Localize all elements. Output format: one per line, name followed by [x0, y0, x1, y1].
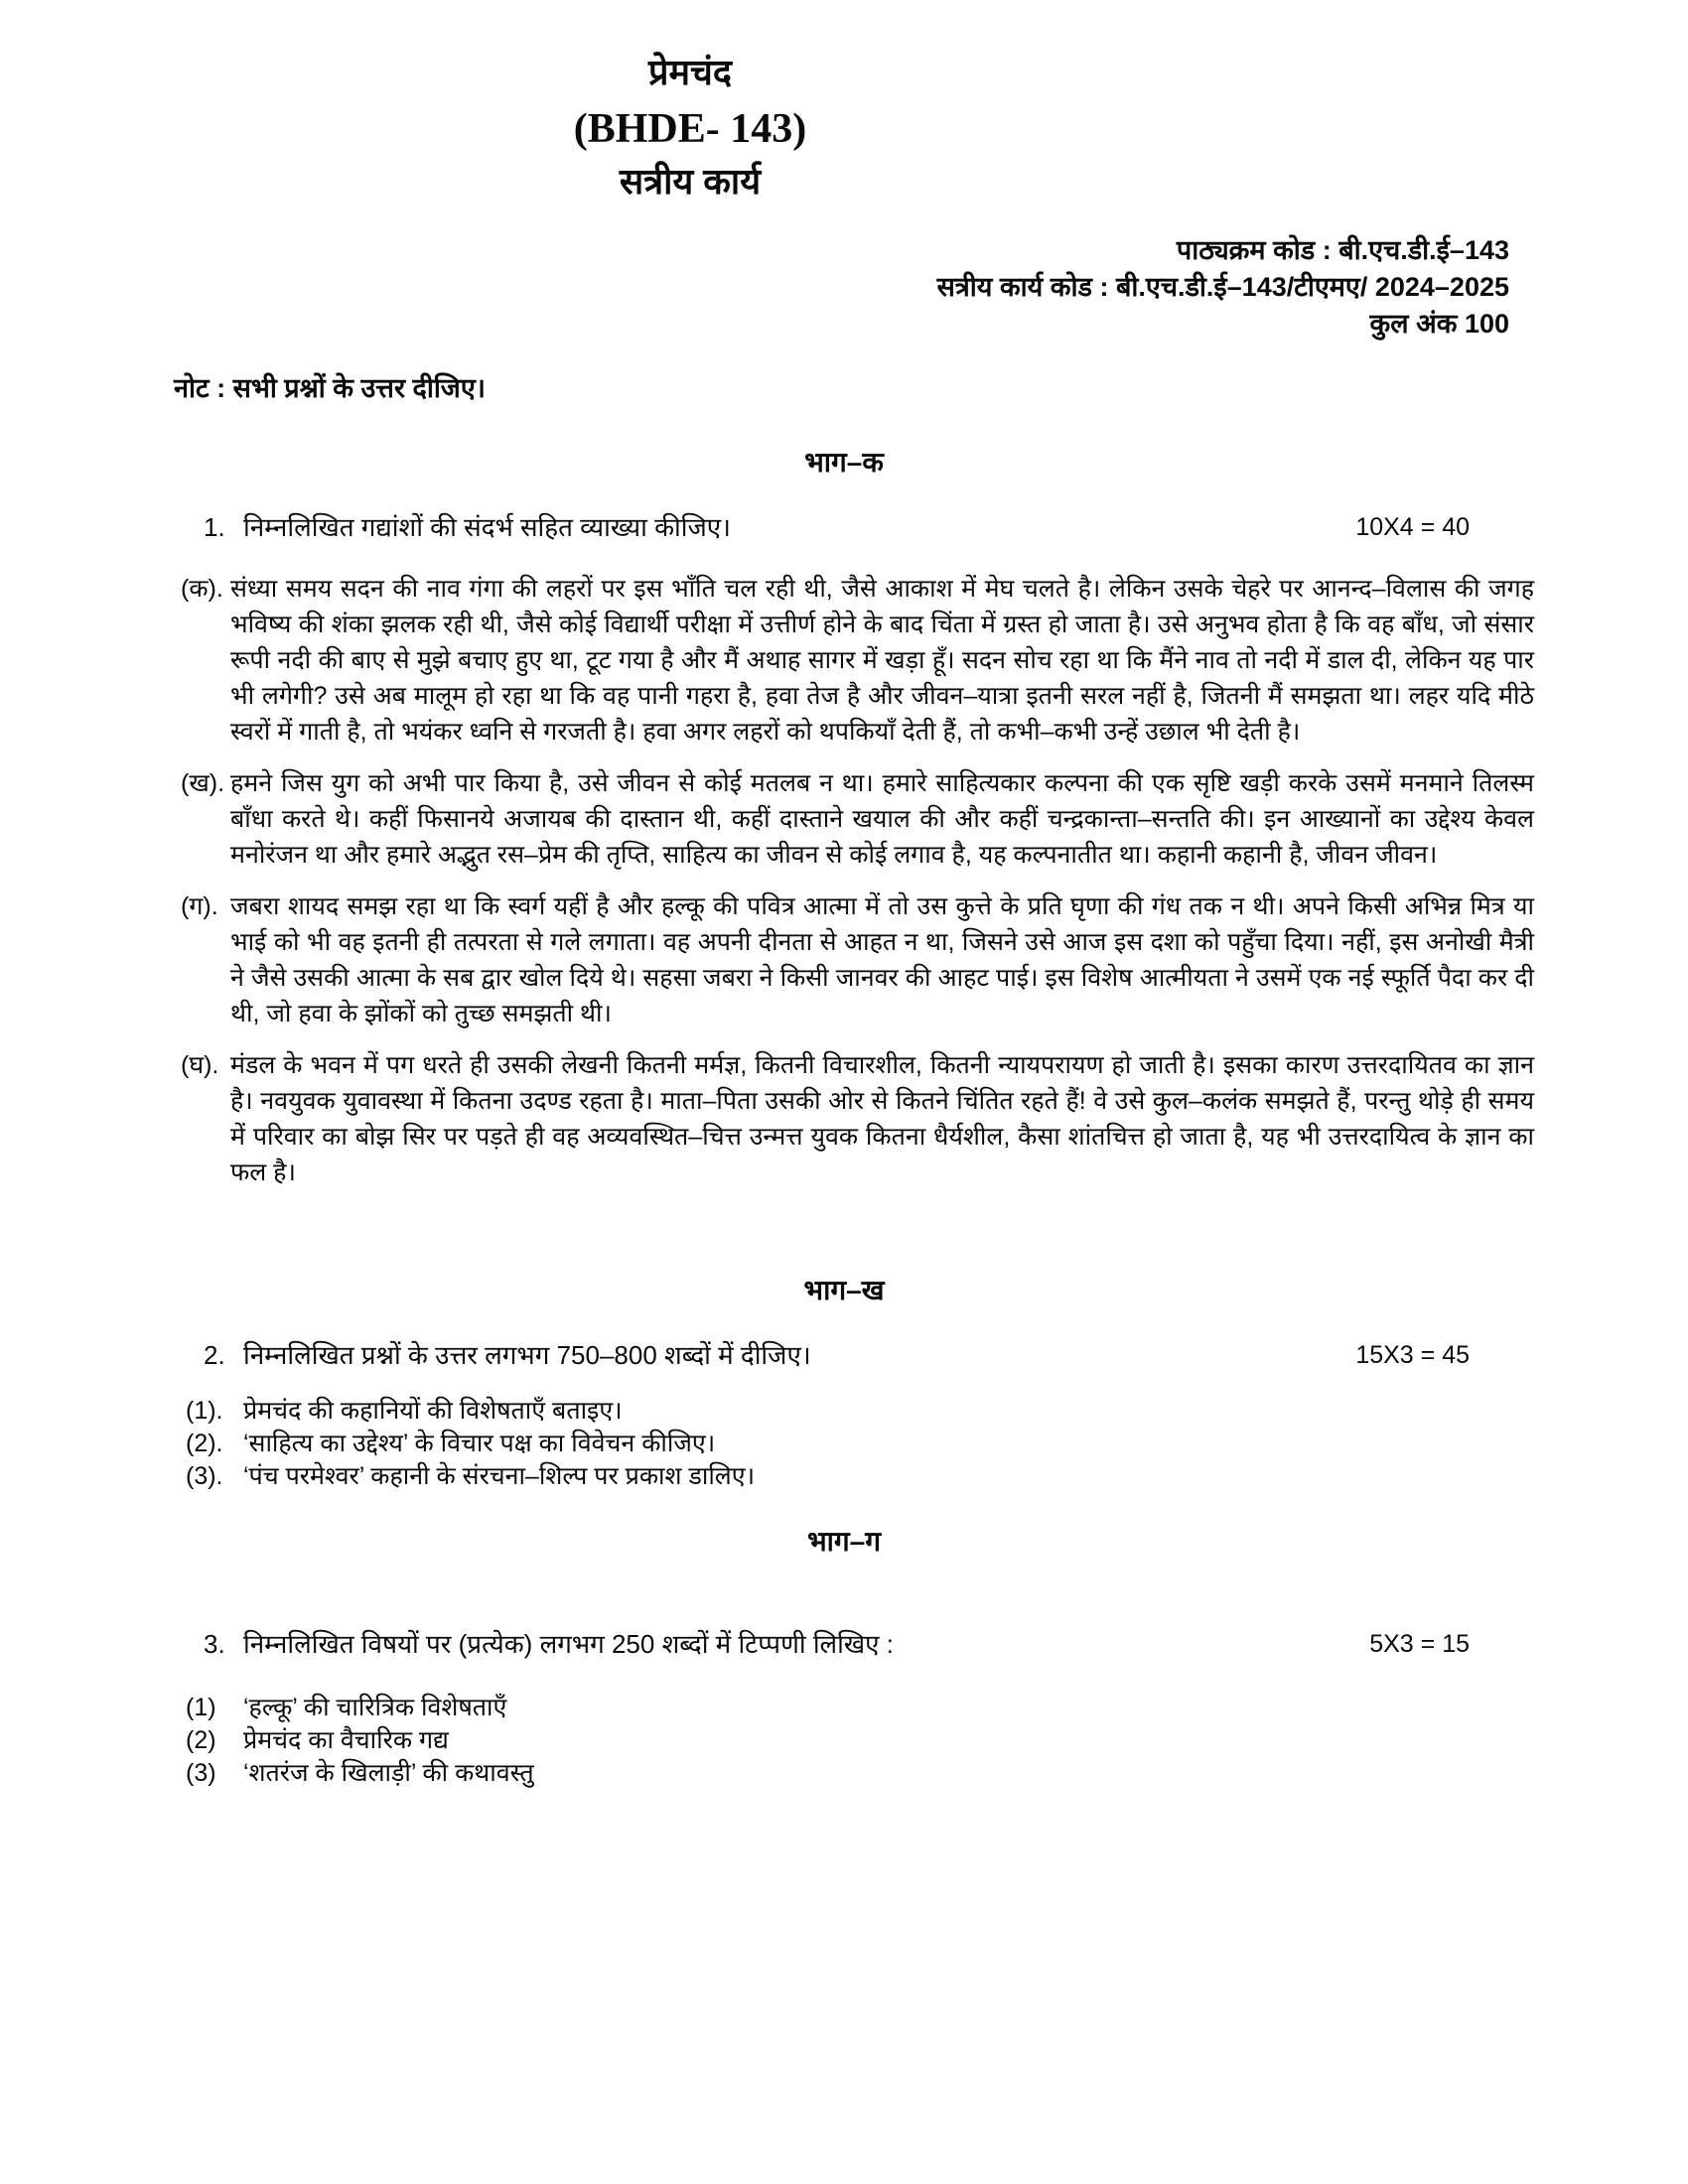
total-marks-line: कुल अंक 100: [1369, 309, 1509, 339]
passage-ka: [181, 571, 1534, 750]
assignment-code-line: सत्रीय कार्य कोड : बी.एच.डी.ई–143/टीएमए/ 2024–2025: [936, 272, 1509, 302]
title-block: [0, 0, 1380, 205]
q2-item-3-text: ‘पंच परमेश्वर’ कहानी के संरचना–शिल्प पर प्रकाश डालिए।: [243, 1462, 756, 1490]
header-right-block: [0, 232, 1688, 342]
section-heading-part-c: भाग–ग: [806, 1526, 882, 1557]
q2-item-1-label: (1).: [186, 1397, 223, 1425]
assignment-title: सत्रीय कार्य: [619, 161, 762, 202]
q3-item-1-text: ‘हल्कू’ की चारित्रिक विशेषताएँ: [243, 1694, 507, 1721]
q3-item-3-label: (3): [186, 1759, 216, 1787]
passage-ga: [181, 888, 1534, 1031]
passage-ka-text: संध्या समय सदन की नाव गंगा की लहरों पर इस भाँति चल रही थी, जैसे आकाश में मेघ चलते है। लेकिन उसके चेहरे पर आनन्द–विलास की जगह भविष्य की शंका झलक रही थी, जैसे कोई विद्यार्थी परीक्षा में उत्तीर्ण होने के बाद चिंता में ग्रस्त हो जाता है। उसे अनुभव होता है कि वह बाँध, जो संसार रूपी नदी की बाए से मुझे बचाए हुए था, टूट गया है और मैं अथाह सागर में खड़ा हूँ। सदन सोच रहा था कि मैंने नाव तो नदी में डाल दी, लेकिन यह पार भी लगेगी? उसे अब मालूम हो रहा था कि वह पानी गहरा है, हवा तेज है और जीवन–यात्रा इतनी सरल नहीं है, जितनी मैं समझता था। लहर यदि मीठे स्वरों में गाती है, तो भयंकर ध्वनि से गरजती है। हवा अगर लहरों को थपकियाँ देती हैं, तो कभी–कभी उन्हें उछाल भी देती है।: [230, 575, 1534, 746]
question-3-number: 3.: [204, 1629, 225, 1659]
passage-kha: [181, 765, 1534, 873]
passage-ga-label: (ग).: [181, 892, 218, 920]
q3-item-3: [186, 1757, 1534, 1790]
note-line: नोट : सभी प्रश्नों के उत्तर दीजिए।: [174, 373, 487, 403]
q2-item-2-text: ‘साहित्य का उद्देश्य’ के विचार पक्ष का विवेचन कीजिए।: [243, 1430, 716, 1457]
question-2-text: निम्नलिखित प्रश्नों के उत्तर लगभग 750–800 शब्दों में दीजिए।: [243, 1340, 811, 1370]
q3-item-2: [186, 1724, 1534, 1757]
passage-ga-text: जबरा शायद समझ रहा था कि स्वर्ग यहीं है और हल्कू की पवित्र आत्मा में तो उस कुत्ते के प्रति घृणा की गंध तक न थी। अपने किसी अभिन्न मित्र या भाई को भी वह इतनी ही तत्परता से गले लगाता। वह अपनी दीनता से आहत न था, जिसने उसे आज इस दशा को पहुँचा दिया। नहीं, इस अनोखी मैत्री ने जैसे उसकी आत्मा के सब द्वार खोल दिये थे। सहसा जबरा ने किसी जानवर की आहट पाई। इस विशेष आत्मीयता ने उसमें एक नई स्फूर्ति पैदा कर दी थी, जो हवा के झोंकों को तुच्छ समझती थी।: [230, 892, 1534, 1027]
q2-item-2-label: (2).: [186, 1430, 223, 1457]
course-code-title: (BHDE- 143): [573, 106, 807, 152]
question-2-items: [186, 1395, 1534, 1493]
passage-kha-label: (ख).: [181, 769, 225, 797]
passage-ka-label: (क).: [181, 575, 223, 603]
passage-gha-text: मंडल के भवन में पग धरते ही उसकी लेखनी कितनी मर्मज्ञ, कितनी विचारशील, कितनी न्यायपरायण हो जाती है। इसका कारण उत्तरदायितव का ज्ञान है। नवयुवक युवावस्था में कितना उदण्ड रहता है। माता–पिता उसकी ओर से कितने चिंतित रहते हैं! वे उसे कुल–कलंक समझते हैं, परन्तु थोड़े ही समय में परिवार का बोझ सिर पर पड़ते ही वह अव्यवस्थित–चित्त उन्मत्त युवक कितना धैर्यशील, कैसा शांतचित्त हो जाता है, यह भी उत्तरदायित्व के ज्ञान का फल है।: [230, 1051, 1534, 1186]
question-1-row: [204, 509, 1534, 545]
question-2-row: [204, 1337, 1534, 1373]
passage-gha: [181, 1047, 1534, 1190]
question-1-marks: 10X4 = 40: [1355, 513, 1470, 541]
question-3-marks: 5X3 = 15: [1369, 1630, 1470, 1658]
passage-kha-text: हमने जिस युग को अभी पार किया है, उसे जीवन से कोई मतलब न था। हमारे साहित्यकार कल्पना की एक सृष्टि खड़ी करके उसमें मनमाने तिलस्म बाँधा करते थे। कहीं फिसानये अजायब की दास्तान थी, कहीं दास्ताने खयाल की और कहीं चन्द्रकान्ता–सन्तति की। इन आख्यानों का उद्देश्य केवल मनोरंजन था और हमारे अद्भुत रस–प्रेम की तृप्ति, साहित्य का जीवन से कोई लगाव है, यह कल्पनातीत था। कहानी कहानी है, जीवन जीवन।: [230, 769, 1534, 869]
question-2-number: 2.: [204, 1340, 225, 1370]
question-1-text: निम्नलिखित गद्यांशों की संदर्भ सहित व्याख्या कीजिए।: [243, 512, 732, 542]
question-2-marks: 15X3 = 45: [1355, 1341, 1470, 1369]
question-3-text: निम्नलिखित विषयों पर (प्रत्येक) लगभग 250 शब्दों में टिप्पणी लिखिए :: [243, 1629, 895, 1659]
section-heading-part-b: भाग–ख: [803, 1275, 885, 1305]
question-1-number: 1.: [204, 512, 225, 542]
section-heading-part-a: भाग–क: [804, 447, 884, 478]
q3-item-2-text: प्रेमचंद का वैचारिक गद्य: [243, 1726, 449, 1754]
question-3-row: [204, 1626, 1534, 1662]
q3-item-1: [186, 1692, 1534, 1724]
q2-item-1: [186, 1395, 1534, 1428]
q2-item-2: [186, 1428, 1534, 1460]
q2-item-1-text: प्रेमचंद की कहानियों की विशेषताएँ बताइए।: [243, 1397, 623, 1425]
course-title: प्रेमचंद: [648, 52, 732, 92]
q3-item-1-label: (1): [186, 1694, 216, 1721]
passage-gha-label: (घ).: [181, 1051, 219, 1079]
passages-block: [181, 571, 1534, 1190]
q3-item-3-text: ‘शतरंज के खिलाड़ी’ की कथावस्तु: [243, 1759, 534, 1787]
q3-item-2-label: (2): [186, 1726, 216, 1754]
question-3-items: [186, 1692, 1534, 1790]
q2-item-3-label: (3).: [186, 1462, 223, 1490]
course-code-line: पाठ्यक्रम कोड : बी.एच.डी.ई–143: [1176, 235, 1509, 265]
q2-item-3: [186, 1460, 1534, 1493]
